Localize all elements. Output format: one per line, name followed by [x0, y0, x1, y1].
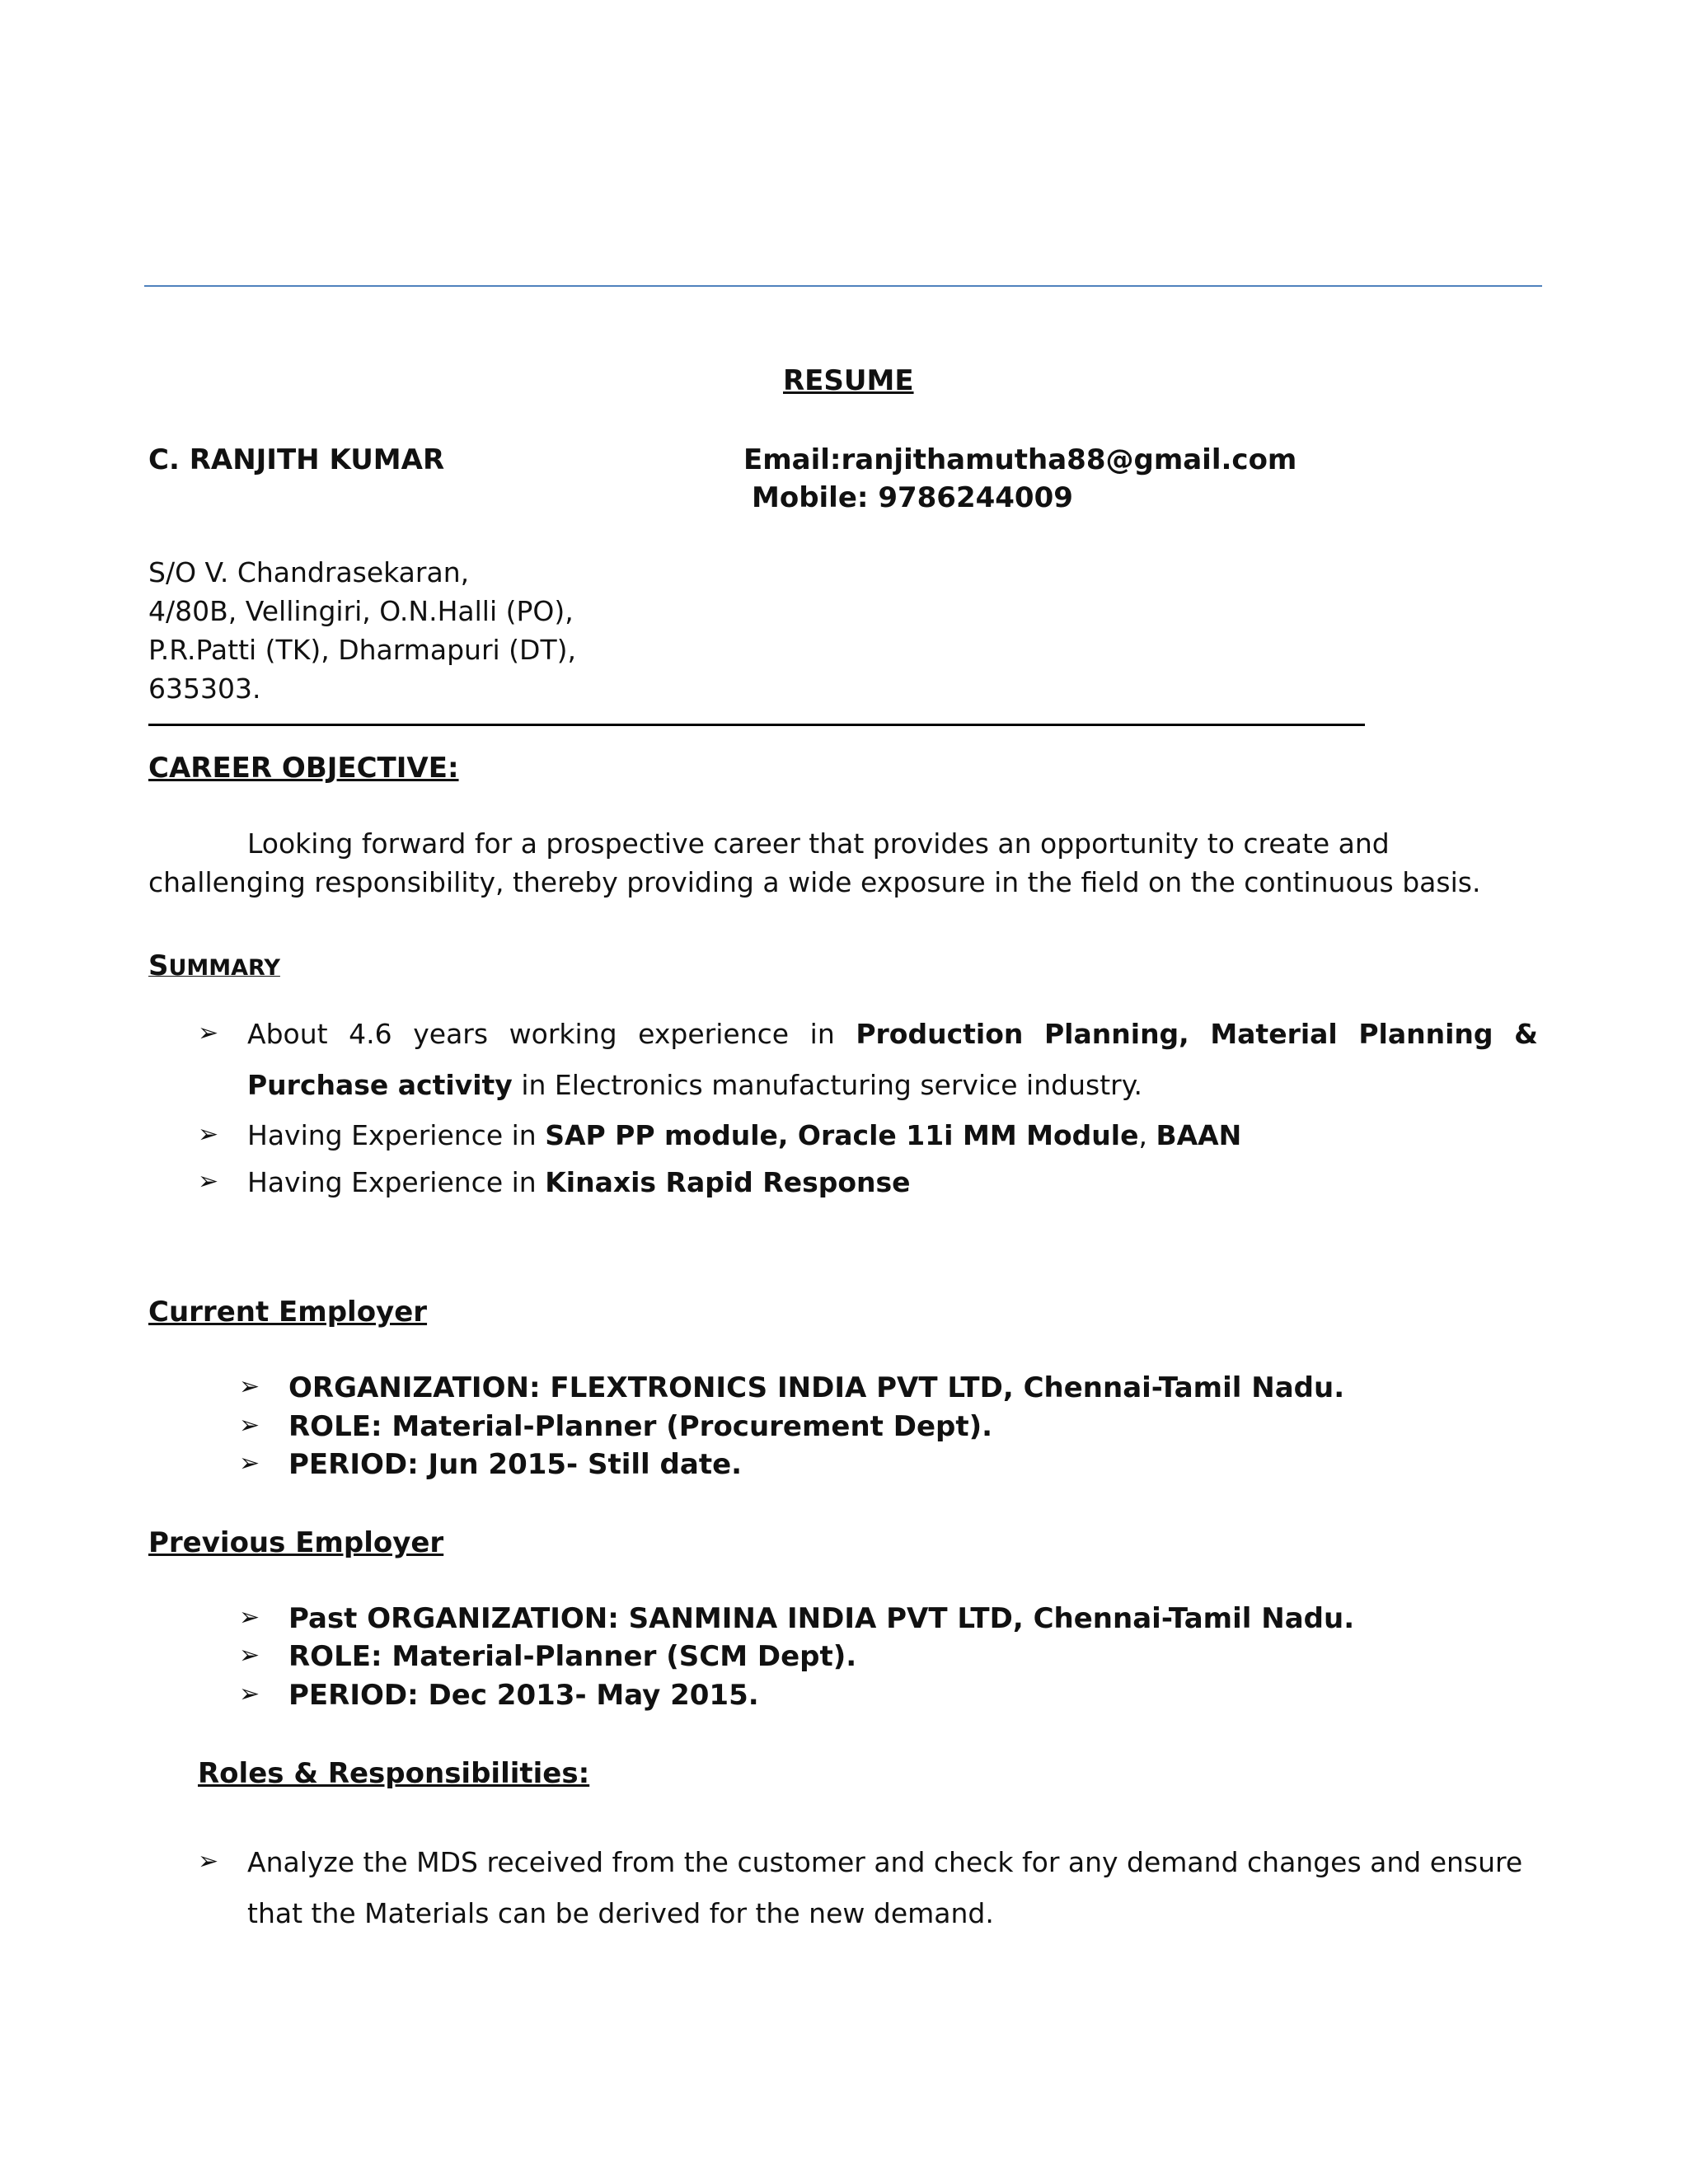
bullet-icon: ➢: [239, 1411, 260, 1440]
previous-employer-heading: Previous Employer: [148, 1526, 444, 1559]
previous-organization: Past ORGANIZATION: SANMINA INDIA PVT LTD, Chennai-Tamil Nadu.: [288, 1602, 1355, 1635]
summary-item-1-line-2: Purchase activity in Electronics manufacturing service industry.: [247, 1069, 1143, 1101]
bullet-icon: ➢: [198, 1019, 219, 1047]
current-organization: ORGANIZATION: FLEXTRONICS INDIA PVT LTD, Chennai-Tamil Nadu.: [288, 1371, 1345, 1404]
roles-item-1-line-1: Analyze the MDS received from the customer and check for any demand changes and ensure: [247, 1846, 1523, 1878]
candidate-name: C. RANJITH KUMAR: [148, 443, 445, 476]
address-line-3: P.R.Patti (TK), Dharmapuri (DT),: [148, 634, 576, 666]
current-employer-heading: Current Employer: [148, 1296, 428, 1329]
document-title: RESUME: [783, 364, 914, 397]
bullet-icon: ➢: [198, 1120, 219, 1149]
mobile: Mobile: 9786244009: [752, 481, 1073, 514]
bullet-icon: ➢: [239, 1449, 260, 1478]
header-rule: [144, 285, 1542, 287]
summary-heading: SUMMARY: [148, 949, 280, 982]
address-line-1: S/O V. Chandrasekaran,: [148, 556, 470, 588]
summary-item-2: Having Experience in SAP PP module, Oracle 11i MM Module, BAAN: [247, 1119, 1242, 1151]
address-line-2: 4/80B, Vellingiri, O.N.Halli (PO),: [148, 595, 574, 627]
career-objective-line-1: Looking forward for a prospective career that provides an opportunity to create and: [247, 827, 1390, 860]
email: Email:ranjithamutha88@gmail.com: [743, 443, 1297, 476]
bullet-icon: ➢: [239, 1372, 260, 1401]
summary-item-3: Having Experience in Kinaxis Rapid Response: [247, 1166, 911, 1198]
career-objective-heading: CAREER OBJECTIVE:: [148, 752, 459, 785]
bullet-icon: ➢: [239, 1641, 260, 1670]
summary-item-1-line-1: About 4.6 years working experience in Production Planning, Material Planning &: [247, 1018, 1538, 1050]
roles-item-1-line-2: that the Materials can be derived for the new demand.: [247, 1897, 994, 1929]
bullet-icon: ➢: [239, 1603, 260, 1632]
previous-period: PERIOD: Dec 2013- May 2015.: [288, 1679, 759, 1712]
career-objective-line-2: challenging responsibility, thereby providing a wide exposure in the field on the continuous basis.: [148, 866, 1481, 898]
roles-heading: Roles & Responsibilities:: [198, 1757, 590, 1790]
address-line-4: 635303.: [148, 673, 261, 705]
bullet-icon: ➢: [198, 1847, 219, 1876]
current-role: ROLE: Material-Planner (Procurement Dept).: [288, 1410, 993, 1443]
bullet-icon: ➢: [198, 1167, 219, 1196]
previous-role: ROLE: Material-Planner (SCM Dept).: [288, 1640, 857, 1673]
current-period: PERIOD: Jun 2015- Still date.: [288, 1448, 743, 1481]
address-rule: [148, 724, 1365, 726]
bullet-icon: ➢: [239, 1680, 260, 1708]
